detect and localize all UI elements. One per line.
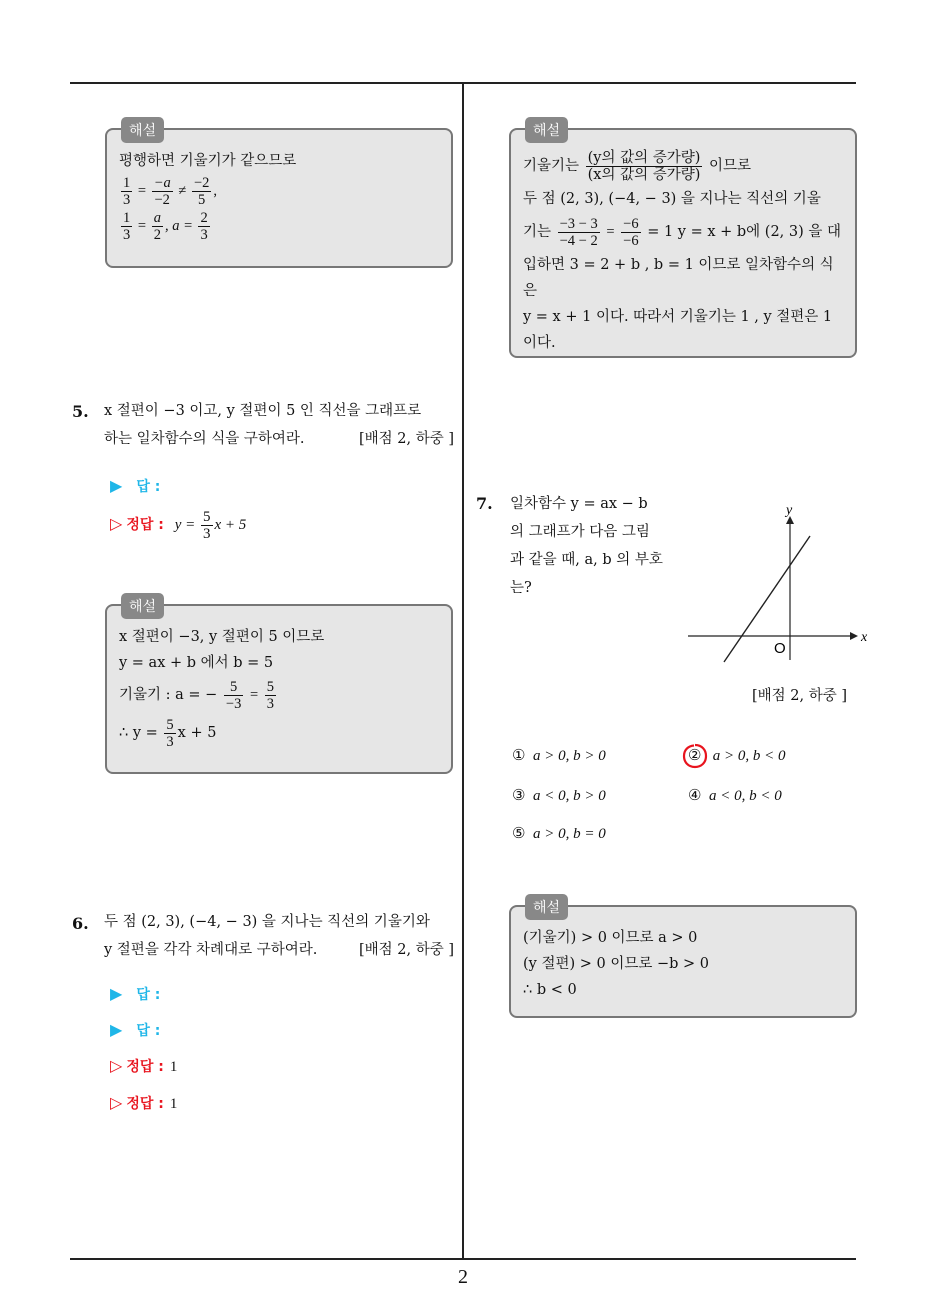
bottom-rule: [70, 1258, 856, 1260]
q6-explanation-line-3: 기는 $\frac{-3 - 3}{-4 - 2}$ = $\frac{-6}{-6}$ = 1 y = x + b에 (2, 3) 을 대: [523, 215, 841, 249]
q6-answer-label-2: ▶ 답 :: [110, 1020, 161, 1039]
q7-question-line-2: 의 그래프가 다음 그림: [510, 524, 650, 540]
q7-explanation-line-2: (y 절편) > 0 이므로 −b > 0: [523, 956, 709, 972]
correct-arrow-icon: ▷: [110, 1056, 123, 1075]
q6-explanation-line-1: 기울기는 $\frac{\text{(y의 값의 증가량)}}{\text{(x의 값의 증가량)}}$ 이므로: [523, 149, 752, 183]
q7-question-line-3: 과 같을 때, a, b 의 부호: [510, 552, 663, 568]
q5-number: 5.: [72, 402, 89, 421]
graph-x-label: x: [861, 630, 868, 645]
q5-correct-answer: ▷ 정답 : y = $\frac{5}{3}$ x + 5: [110, 509, 247, 542]
q5-explanation-line-1: x 절편이 −3, y 절편이 5 이므로: [119, 629, 325, 645]
q6-question-line-1: 두 점 (2, 3), (−4, − 3) 을 지나는 직선의 기울기와: [104, 914, 430, 930]
q5-explanation-line-3: 기울기 : a = − $\frac{5}{-3}$ = $\frac{5}{3}$: [119, 678, 274, 712]
q5-question-line-1: x 절편이 −3 이고, y 절편이 5 인 직선을 그래프로: [104, 403, 422, 419]
function-line: [724, 536, 810, 662]
column-divider: [462, 82, 464, 1260]
q6-explanation-line-2: 두 점 (2, 3), (−4, − 3) 을 지나는 직선의 기울: [523, 191, 821, 207]
choice-4[interactable]: ④ a < 0, b < 0: [688, 788, 782, 804]
explanation-tag: 해설: [121, 593, 164, 619]
explanation-tag: 해설: [525, 894, 568, 920]
q6-answer-label-1: ▶ 답 :: [110, 984, 161, 1003]
x-axis-arrow-icon: [850, 632, 858, 640]
q5-score: [배점 2, 하중 ]: [358, 431, 454, 447]
q6-question: [104, 908, 454, 964]
selected-circle-icon: [682, 743, 708, 769]
answer-arrow-icon: ▶: [110, 984, 123, 1003]
q7-score: [배점 2, 하중 ]: [752, 688, 848, 704]
choice-2[interactable]: ② a > 0, b < 0: [688, 746, 785, 765]
q6-explanation-box: [509, 123, 857, 358]
q4-explanation-line-2: $\frac{1}{3}$ = $\frac{-a}{-2}$ ≠ $\frac{-2}{5}$ ,: [123, 175, 218, 209]
q7-question: [510, 490, 670, 602]
choice-1[interactable]: ① a > 0, b > 0: [512, 748, 606, 764]
page-number: 2: [458, 1266, 468, 1288]
q5-question: [104, 397, 454, 453]
q6-correct-answer-1: ▷ 정답 : 1: [110, 1056, 178, 1075]
q7-explanation-box: [509, 900, 857, 1018]
graph-y-label: y: [786, 503, 793, 518]
correct-arrow-icon: ▷: [110, 513, 123, 533]
q5-question-line-2: 하는 일차함수의 식을 구하여라.: [104, 431, 305, 447]
q6-number: 6.: [72, 914, 89, 933]
q4-explanation-line-1: 평행하면 기울기가 같으므로: [119, 153, 297, 169]
q7-number: 7.: [476, 494, 493, 513]
explanation-tag: 해설: [121, 117, 164, 143]
q6-question-line-2: y 절편을 각각 차례대로 구하여라.: [104, 942, 318, 958]
q5-answer-label: ▶ 답 :: [110, 476, 161, 495]
graph-origin-label: O: [774, 640, 786, 657]
q5-explanation-line-2: y = ax + b 에서 b = 5: [119, 655, 274, 671]
q5-explanation-box: [105, 599, 453, 774]
choice-5[interactable]: ⑤ a > 0, b = 0: [512, 826, 606, 842]
q6-explanation-line-4: 입하면 3 = 2 + b , b = 1 이므로 일차함수의 식은: [523, 257, 834, 299]
q7-explanation-line-1: (기울기) > 0 이므로 a > 0: [523, 930, 698, 946]
q4-explanation-line-3: $\frac{1}{3}$ = $\frac{a}{2}$ , a = $\frac{2}{3}$: [123, 210, 208, 244]
q6-explanation-line-5: y = x + 1 이다. 따라서 기울기는 1 , y 절편은 1: [523, 309, 833, 325]
q6-explanation-line-6: 이다.: [523, 335, 556, 351]
answer-arrow-icon: ▶: [110, 476, 123, 495]
choice-3[interactable]: ③ a < 0, b > 0: [512, 788, 606, 804]
q6-score: [배점 2, 하중 ]: [358, 942, 454, 958]
q6-correct-answer-2: ▷ 정답 : 1: [110, 1093, 178, 1112]
q7-question-line-1: 일차함수 y = ax − b: [510, 496, 648, 512]
q7-question-line-4: 는?: [510, 580, 532, 596]
q7-graph: [680, 500, 880, 680]
q7-explanation-line-3: ∴ b < 0: [523, 982, 577, 998]
q4-explanation-box: [105, 123, 453, 268]
correct-arrow-icon: ▷: [110, 1093, 123, 1112]
answer-arrow-icon: ▶: [110, 1020, 123, 1039]
q5-explanation-line-4: ∴ y = $\frac{5}{3}$ x + 5: [119, 716, 217, 750]
explanation-tag: 해설: [525, 117, 568, 143]
